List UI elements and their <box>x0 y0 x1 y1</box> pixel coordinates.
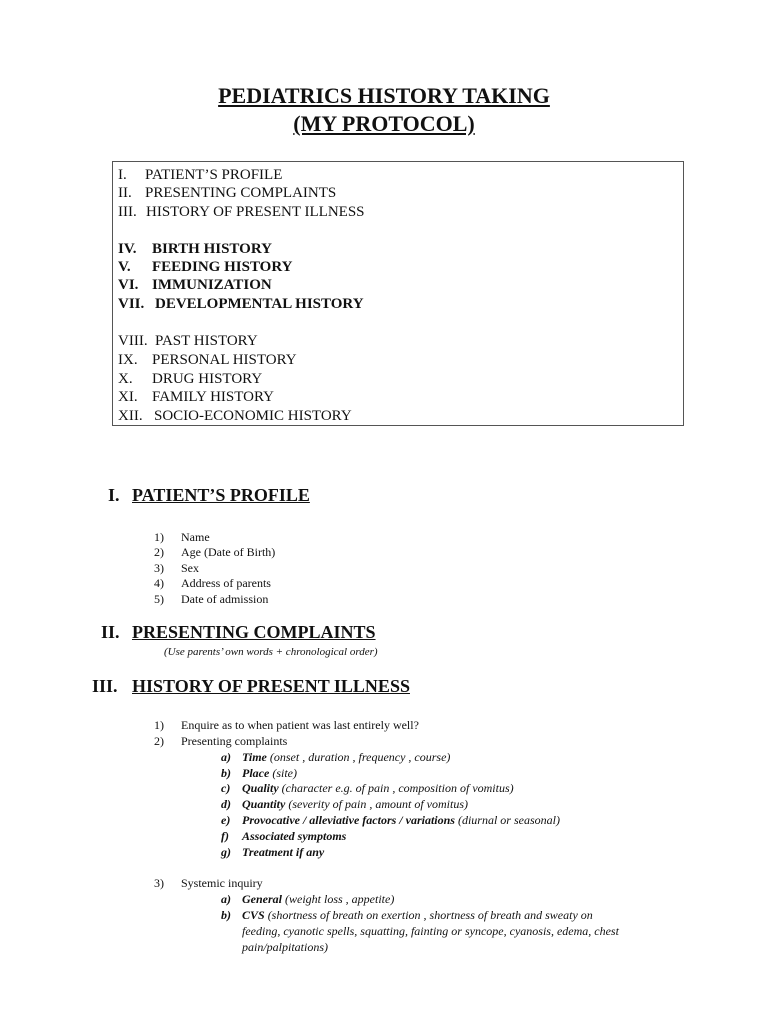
section-note: (Use parents’ own words + chronological order) <box>164 646 378 658</box>
list-item: Enquire as to when patient was last entirely well? <box>181 718 419 732</box>
page-title: PEDIATRICS HISTORY TAKING <box>218 83 550 108</box>
sub-item-continuation: pain/palpitations) <box>242 940 329 954</box>
toc-item: VIII. PAST HISTORY <box>118 333 258 349</box>
sub-item: Associated symptoms <box>242 829 347 843</box>
sub-item: Treatment if any <box>242 845 325 859</box>
sub-item-letter: b) <box>221 766 231 780</box>
list-number: 3) <box>154 876 164 890</box>
section-heading-present-illness: III. HISTORY OF PRESENT ILLNESS <box>92 676 410 696</box>
sub-item: CVS (shortness of breath on exertion , shortness of breath and sweaty on <box>242 908 593 922</box>
sub-item: Time (onset , duration , frequency , course) <box>242 750 451 764</box>
list-item: Presenting complaints <box>181 734 288 748</box>
list-item: Systemic inquiry <box>181 876 263 890</box>
sub-item-letter: a) <box>221 892 231 906</box>
list-item: Sex <box>181 561 199 575</box>
page-subtitle: (MY PROTOCOL) <box>293 111 475 136</box>
toc-item: V. FEEDING HISTORY <box>118 259 293 275</box>
sub-item-letter: a) <box>221 750 231 764</box>
list-number: 1) <box>154 718 164 732</box>
toc-item: II. PRESENTING COMPLAINTS <box>118 185 337 201</box>
list-item: Date of admission <box>181 592 269 606</box>
sub-item: Place (site) <box>242 766 297 780</box>
toc-item: XI. FAMILY HISTORY <box>118 389 274 405</box>
list-item: Name <box>181 530 210 544</box>
sub-item-letter: c) <box>221 781 231 795</box>
list-item: Age (Date of Birth) <box>181 545 276 559</box>
list-number: 1) <box>154 530 164 544</box>
toc-item: I. PATIENT’S PROFILE <box>118 167 283 183</box>
sub-item-continuation: feeding, cyanotic spells, squatting, fainting or syncope, cyanosis, edema, chest <box>242 924 619 938</box>
toc-item: X. DRUG HISTORY <box>118 371 263 387</box>
section-heading-patient-profile: I. PATIENT’S PROFILE <box>108 485 310 505</box>
sub-item-letter: e) <box>221 813 231 827</box>
sub-item-letter: f) <box>221 829 229 843</box>
list-number: 3) <box>154 561 164 575</box>
sub-item: Quality (character e.g. of pain , composition of vomitus) <box>242 781 514 795</box>
toc-item: XII. SOCIO-ECONOMIC HISTORY <box>118 408 352 424</box>
sub-item: Provocative / alleviative factors / variations (diurnal or seasonal) <box>242 813 560 827</box>
list-item: Address of parents <box>181 576 271 590</box>
list-number: 5) <box>154 592 164 606</box>
sub-item-letter: b) <box>221 908 231 922</box>
toc-item: III. HISTORY OF PRESENT ILLNESS <box>118 204 365 220</box>
toc-item: IX. PERSONAL HISTORY <box>118 352 297 368</box>
sub-item-letter: d) <box>221 797 231 811</box>
sub-item: General (weight loss , appetite) <box>242 892 395 906</box>
list-number: 2) <box>154 545 164 559</box>
list-number: 4) <box>154 576 164 590</box>
toc-item: VI. IMMUNIZATION <box>118 277 272 293</box>
toc-item: VII. DEVELOPMENTAL HISTORY <box>118 296 364 312</box>
sub-item-letter: g) <box>221 845 231 859</box>
section-heading-presenting-complaints: II. PRESENTING COMPLAINTS <box>101 622 376 642</box>
sub-item: Quantity (severity of pain , amount of vomitus) <box>242 797 468 811</box>
list-number: 2) <box>154 734 164 748</box>
toc-item: IV. BIRTH HISTORY <box>118 241 272 257</box>
